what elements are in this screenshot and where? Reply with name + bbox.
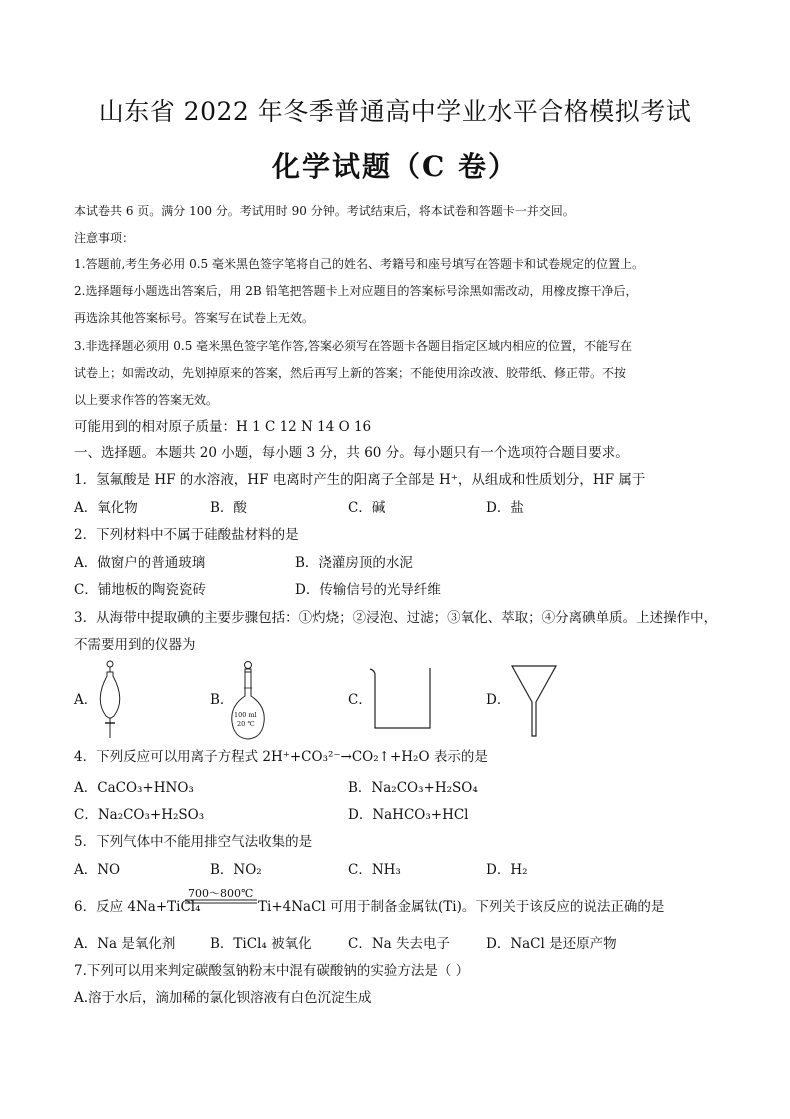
q5-stem: 5．下列气体中不能用排空气法收集的是 — [74, 834, 313, 850]
q5-option-b[interactable]: B．NO₂ — [210, 862, 262, 878]
q1-option-d[interactable]: D．盐 — [486, 500, 524, 516]
separatory-funnel-icon — [90, 660, 130, 740]
atomic-mass: 可能用到的相对原子质量：H 1 C 12 N 14 O 16 — [74, 419, 372, 435]
attention-title: 注意事项： — [74, 231, 135, 245]
rule-1: 1.答题前,考生务必用 0.5 毫米黑色签字笔将自己的姓名、考籍号和座号填写在答题卡和试卷规定的位置上。 — [74, 257, 644, 271]
q1-option-b[interactable]: B．酸 — [210, 500, 247, 516]
section1-heading: 一、选择题。本题共 20 小题，每小题 3 分，共 60 分。每小题只有一个选项符合题目要求。 — [74, 445, 629, 461]
q6-stem-post: Ti+4NaCl 可用于制备金属钛(Ti)。下列关于该反应的说法正确的是 — [258, 899, 665, 915]
q1-option-c[interactable]: C．碱 — [348, 500, 386, 516]
q6-option-b[interactable]: B．TiCl₄ 被氧化 — [210, 936, 312, 952]
q2-option-b[interactable]: B．浇灌房顶的水泥 — [295, 555, 413, 571]
double-line-icon — [185, 899, 257, 905]
q4-option-b[interactable]: B．Na₂CO₃+H₂SO₄ — [348, 780, 478, 796]
q5-option-a[interactable]: A．NO — [74, 862, 121, 878]
q4-option-c[interactable]: C．Na₂CO₃+H₂SO₃ — [74, 807, 205, 823]
q1-option-a[interactable]: A．氧化物 — [74, 500, 138, 516]
q6-reaction-condition: 700～800℃ — [188, 887, 254, 900]
intro-note: 本试卷共 6 页。满分 100 分。考试用时 90 分钟。考试结束后，将本试卷和答题卡一并交回。 — [74, 204, 575, 218]
exam-title: 山东省 2022 年冬季普通高中学业水平合格模拟考试 — [98, 97, 692, 126]
q2-option-c[interactable]: C．铺地板的陶瓷瓷砖 — [74, 582, 206, 598]
q3-option-c[interactable]: C． — [348, 692, 372, 708]
q4-option-a[interactable]: A．CaCO₃+HNO₃ — [74, 780, 194, 796]
q3-stem-1: 3．从海带中提取碘的主要步骤包括：①灼烧；②浸泡、过滤；③氧化、萃取；④分离碘单质。上述操作中， — [74, 610, 718, 626]
flask-label-volume: 100 ml — [234, 711, 257, 719]
q6-option-d[interactable]: D．NaCl 是还原产物 — [486, 936, 617, 952]
beaker-icon — [368, 666, 434, 732]
q2-option-a[interactable]: A．做窗户的普通玻璃 — [74, 555, 206, 571]
flask-label-temperature: 20 ℃ — [237, 720, 255, 728]
q7-stem: 7.下列可以用来判定碳酸氢钠粉末中混有碳酸钠的实验方法是（ ） — [74, 963, 470, 979]
q2-option-d[interactable]: D．传输信号的光导纤维 — [295, 582, 441, 598]
rule-3b: 试卷上；如需改动，先划掉原来的答案，然后再写上新的答案；不能使用涂改液、胶带纸、修正带。不按 — [74, 366, 627, 380]
q6-stem-pre: 6．反应 4Na+TiCl₄ — [74, 899, 201, 915]
rule-2b: 再选涂其他答案标号。答案写在试卷上无效。 — [74, 311, 315, 325]
q5-option-c[interactable]: C．NH₃ — [348, 862, 401, 878]
q7-option-a[interactable]: A.溶于水后，滴加稀的氯化钡溶液有白色沉淀生成 — [74, 990, 372, 1006]
q1-stem: 1．氢氟酸是 HF 的水溶液，HF 电离时产生的阳离子全部是 H⁺，从组成和性质划分，HF 属于 — [74, 472, 646, 488]
q5-option-d[interactable]: D．H₂ — [486, 862, 528, 878]
exam-subtitle: 化学试题（C 卷） — [271, 150, 519, 183]
q6-option-c[interactable]: C．Na 失去电子 — [348, 936, 450, 952]
q2-stem: 2．下列材料中不属于硅酸盐材料的是 — [74, 527, 299, 543]
q6-option-a[interactable]: A．Na 是氧化剂 — [74, 936, 176, 952]
q4-stem: 4．下列反应可以用离子方程式 2H⁺+CO₃²⁻→CO₂↑+H₂O 表示的是 — [74, 749, 488, 765]
q4-option-d[interactable]: D．NaHCO₃+HCl — [348, 807, 469, 823]
q3-option-d[interactable]: D． — [486, 692, 511, 708]
volumetric-flask-icon — [228, 660, 268, 742]
q3-option-b[interactable]: B． — [210, 692, 234, 708]
q3-option-a[interactable]: A． — [74, 692, 98, 708]
rule-3a: 3.非选择题必须用 0.5 毫米黑色签字笔作答,答案必须写在答题卡各题目指定区域内相应的位置，不能写在 — [74, 339, 632, 353]
rule-2a: 2.选择题每小题选出答案后，用 2B 铅笔把答题卡上对应题目的答案标号涂黑如需改动，用橡皮擦干净后， — [74, 284, 638, 298]
rule-3c: 以上要求作答的答案无效。 — [74, 393, 219, 407]
q3-stem-2: 不需要用到的仪器为 — [74, 637, 196, 653]
funnel-icon — [510, 664, 558, 738]
